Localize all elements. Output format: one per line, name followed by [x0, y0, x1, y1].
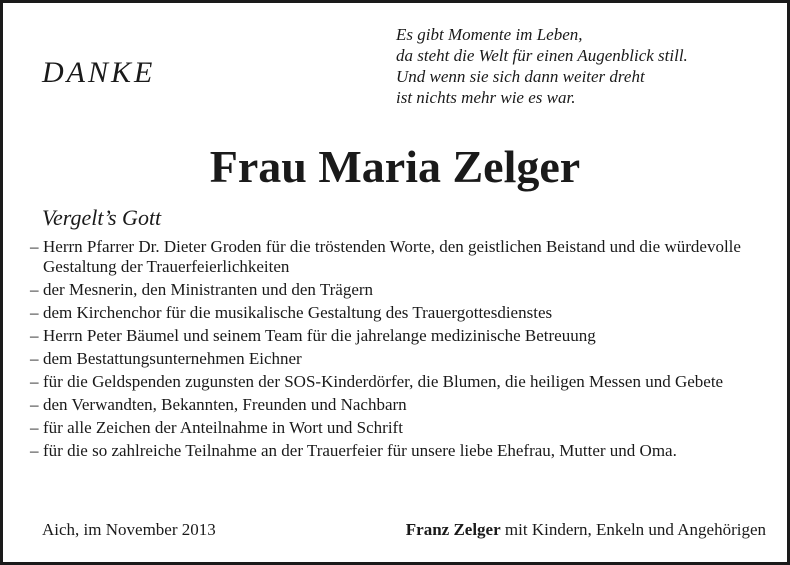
dash: –: [30, 280, 39, 299]
place-date: Aich, im November 2013: [42, 520, 216, 539]
list-item: [30, 303, 768, 323]
list-item: [30, 326, 768, 346]
list-item-text: dem Kirchenchor für die musikalische Gestaltung des Trauergottesdienstes: [43, 303, 553, 322]
list-item-text: für die Geldspenden zugunsten der SOS-Kinderdörfer, die Blumen, die heiligen Messen und Gebete: [43, 372, 724, 391]
list-item: [30, 237, 768, 277]
list-item: [30, 418, 768, 438]
signer-name: Franz Zelger: [405, 520, 501, 539]
list-item-text: für die so zahlreiche Teilnahme an der Trauerfeier für unsere liebe Ehefrau, Mutter und Oma.: [43, 441, 677, 460]
subtitle: Vergelt’s Gott: [42, 205, 162, 230]
dash: –: [30, 418, 39, 437]
list-item: [30, 349, 768, 369]
dash: –: [30, 395, 39, 414]
list-item-text: der Mesnerin, den Ministranten und den Trägern: [43, 280, 374, 299]
list-item: [30, 395, 768, 415]
thanks-list: [30, 237, 768, 464]
list-item: [30, 441, 768, 461]
deceased-name: Frau Maria Zelger: [209, 141, 581, 192]
poem: [396, 24, 688, 108]
list-item-text: den Verwandten, Bekannten, Freunden und Nachbarn: [43, 395, 407, 414]
dash: –: [30, 372, 39, 391]
poem-line: ist nichts mehr wie es war.: [396, 88, 576, 107]
dash: –: [30, 303, 39, 322]
poem-line: Es gibt Momente im Leben,: [396, 25, 583, 44]
list-item-text: Herrn Pfarrer Dr. Dieter Groden für die tröstenden Worte, den geistlichen Beistand und die würdevolle Gestaltung der Trauerfeierlichkeiten: [43, 237, 741, 276]
list-item-text: Herrn Peter Bäumel und seinem Team für die jahrelange medizinische Betreuung: [43, 326, 596, 345]
list-item-text: für alle Zeichen der Anteilnahme in Wort und Schrift: [43, 418, 403, 437]
list-item: [30, 280, 768, 300]
poem-line: da steht die Welt für einen Augenblick still.: [396, 46, 688, 65]
signer-suffix: mit Kindern, Enkeln und Angehörigen: [500, 520, 766, 539]
signature: [406, 520, 766, 540]
dash: –: [30, 326, 39, 345]
dash: –: [30, 237, 39, 256]
list-item-text: dem Bestattungsunternehmen Eichner: [43, 349, 302, 368]
poem-line: Und wenn sie sich dann weiter dreht: [396, 67, 645, 86]
danke-heading: DANKE: [42, 56, 156, 89]
dash: –: [30, 441, 39, 460]
dash: –: [30, 349, 39, 368]
list-item: [30, 372, 768, 392]
